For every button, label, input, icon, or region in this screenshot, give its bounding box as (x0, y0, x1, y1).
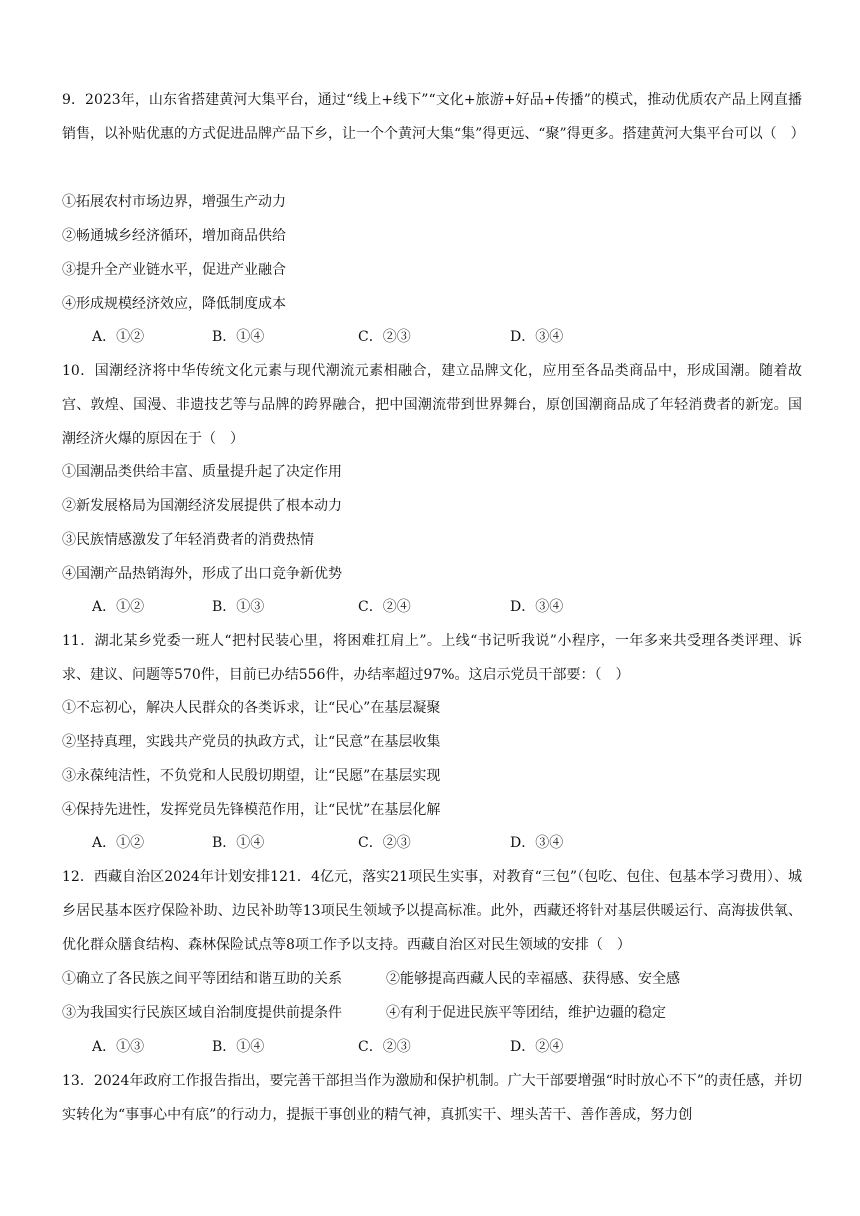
question-12-option-2: ②能够提高西藏人民的幸福感、获得感、安全感 (386, 971, 680, 987)
question-12-option-3: ③为我国实行民族区域自治制度提供前提条件 (62, 1005, 342, 1021)
question-10-option-4: ④国潮产品热销海外，形成了出口竞争新优势 (62, 566, 342, 582)
question-9-option-1: ①拓展农村市场边界，增强生产动力 (62, 194, 286, 210)
question-12-option-4: ④有利于促进民族平等团结，维护边疆的稳定 (386, 1005, 666, 1021)
question-10-option-3: ③民族情感激发了年轻消费者的消费热情 (62, 532, 314, 548)
question-9-stem: 9．2023年，山东省搭建黄河大集平台，通过“线上+线下”“文化+旅游+好品+传播”的模式，推动优质农产品上网直播销售，以补贴优惠的方式促进品牌产品下乡，让一个个黄河大集“集”得更远、“聚”得更多。搭建黄河大集平台可以（ ） (62, 92, 805, 142)
question-12-option-1: ①确立了各民族之间平等团结和谐互助的关系 (62, 971, 342, 987)
question-10-option-1: ①国潮品类供给丰富、质量提升起了决定作用 (62, 464, 342, 480)
choice-b: B．①④ (212, 835, 265, 851)
question-11-stem: 11．湖北某乡党委一班人“把村民装心里，将困难扛肩上”。上线“书记听我说”小程序，一年多来共受理各类评理、诉求、建议、问题等570件，目前已办结556件，办结率超过97%。这启示党员干部要：（ ） (62, 633, 802, 683)
question-11-option-2: ②坚持真理，实践共产党员的执政方式，让“民意”在基层收集 (62, 734, 441, 750)
question-11-option-4: ④保持先进性，发挥党员先锋模范作用，让“民忧”在基层化解 (62, 802, 441, 818)
choice-a: A．①③ (92, 1039, 145, 1055)
question-11-option-1: ①不忘初心，解决人民群众的各类诉求，让“民心”在基层凝聚 (62, 700, 441, 716)
choice-c: C．②③ (358, 835, 411, 851)
choice-d: D．③④ (510, 329, 564, 345)
choice-d: D．②④ (510, 1039, 564, 1055)
question-11-option-3: ③永葆纯洁性，不负党和人民殷切期望，让“民愿”在基层实现 (62, 768, 441, 784)
choice-d: D．③④ (510, 835, 564, 851)
question-9-option-4: ④形成规模经济效应，降低制度成本 (62, 296, 286, 312)
choice-d: D．③④ (510, 599, 564, 615)
choice-b: B．①③ (212, 599, 265, 615)
choice-a: A．①② (92, 329, 145, 345)
choice-c: C．②④ (358, 599, 411, 615)
choice-a: A．①② (92, 599, 145, 615)
question-10-stem: 10．国潮经济将中华传统文化元素与现代潮流元素相融合，建立品牌文化，应用至各品类商品中，形成国潮。随着故宫、敦煌、国漫、非遗技艺等与品牌的跨界融合，把中国潮流带到世界舞台，原创国潮商品成了年轻消费者的新宠。国潮经济火爆的原因在于（ ） (62, 363, 802, 447)
choice-c: C．②③ (358, 329, 411, 345)
question-9-option-2: ②畅通城乡经济循环，增加商品供给 (62, 228, 286, 244)
choice-b: B．①④ (212, 329, 265, 345)
question-12-stem: 12．西藏自治区2024年计划安排121．4亿元，落实21项民生实事，对教育“三包”（包吃、包住、包基本学习费用）、城乡居民基本医疗保险补助、边民补助等13项民生领域予以提高标准。此外，西藏还将针对基层供暖运行、高海拔供氧、优化群众膳食结构、森林保险试点等8项工作予以支持。西藏自治区对民生领域的安排（ ） (62, 869, 802, 953)
question-9-option-3: ③提升全产业链水平，促进产业融合 (62, 262, 286, 278)
choice-c: C．②③ (358, 1039, 411, 1055)
choice-b: B．①④ (212, 1039, 265, 1055)
question-10-option-2: ②新发展格局为国潮经济发展提供了根本动力 (62, 498, 342, 514)
choice-a: A．①② (92, 835, 145, 851)
question-13-stem: 13．2024年政府工作报告指出，要完善干部担当作为激励和保护机制。广大干部要增强“时时放心不下”的责任感，并切实转化为“事事心中有底”的行动力，提振干事创业的精气神，真抓实干、埋头苦干、善作善成，努力创 (62, 1073, 802, 1123)
